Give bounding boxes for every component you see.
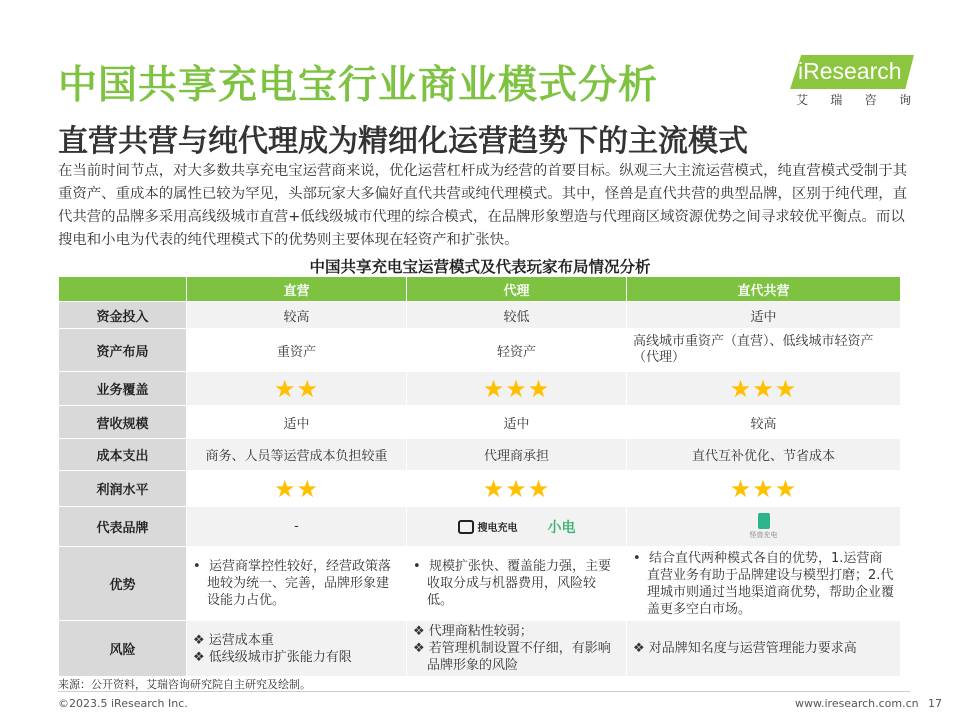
table-cell: 适中 (407, 406, 627, 439)
row-label: 营收规模 (59, 406, 187, 439)
table-row (59, 372, 901, 406)
advantage-item: • 运营商掌控性较好，经营政策落地较为统一、完善，品牌形象建设能力占优。 (193, 559, 391, 608)
risk-cell-direct (187, 621, 407, 677)
logo-cn-char: 咨 (864, 93, 877, 107)
row-label: 业务覆盖 (59, 372, 187, 406)
intro-paragraph: 在当前时间节点，对大多数共享充电宝运营商来说，优化运营杠杆成为经营的首要目标。纵观三大主流运营模式，纯直营模式受制于其重资产、重成本的属性已较为罕见，头部玩家大多偏好直代共营或纯代理模式。其中，怪兽是直代共营的典型品牌，区别于纯代理，直代共营的品牌多采用高线级城市直营+低线级城市代理的综合模式，在品牌形象塑造与代理商区域资源优势之间寻求较优平衡点。而以搜电和小电为代表的纯代理模式下的优势则主要体现在轻资产和扩张快。 (58, 163, 908, 248)
header-cell-direct: 直营 (187, 277, 407, 302)
risk-item: ❖ 运营成本重 (193, 632, 274, 648)
star-rating: ★★ (187, 372, 407, 406)
footer-divider (58, 691, 910, 692)
table-row (59, 439, 901, 471)
soudian-logo (458, 519, 518, 534)
header-cell-blank (59, 277, 187, 302)
risk-cell-mixed (627, 621, 901, 677)
advantage-cell-direct (187, 547, 407, 621)
table-title: 中国共享充电宝运营模式及代表玩家布局情况分析 (309, 258, 651, 276)
table-cell: 代理商承担 (407, 439, 627, 471)
table-cell: 轻资产 (407, 329, 627, 372)
header-cell-mixed: 直代共营 (627, 277, 901, 302)
advantage-cell-mixed (627, 547, 901, 621)
star-rating: ★★ (187, 471, 407, 507)
row-label: 风险 (59, 621, 187, 677)
risk-item: ❖ 对品牌知名度与运营管理能力要求高 (633, 641, 857, 656)
risk-item: ❖ 代理商粘性较弱； (413, 624, 533, 639)
table-row (59, 329, 901, 372)
advantage-item: • 结合直代两种模式各自的优势，1.运营商直营业务有助于品牌建设与模型打磨；2.代理城市则通过当地渠道商优势，帮助企业覆盖更多空白市场。 (633, 550, 895, 617)
row-label: 代表品牌 (59, 507, 187, 547)
iresearch-logo (790, 55, 914, 109)
table-row (59, 302, 901, 329)
logo-brand-text: iResearch (798, 58, 902, 84)
risk-item: ❖ 低线级城市扩张能力有限 (193, 649, 352, 665)
star-rating: ★★★ (627, 372, 901, 406)
table-cell: 商务、人员等运营成本负担较重 (187, 439, 407, 471)
table-cell: 直代互补优化、节省成本 (627, 439, 901, 471)
page-subtitle: 直营共营与纯代理成为精细化运营趋势下的主流模式 (58, 124, 748, 159)
logo-cn-text (796, 91, 911, 108)
source-note: 来源：公开资料，艾瑞咨询研究院自主研究及绘制。 (58, 678, 311, 691)
row-label: 资产布局 (59, 329, 187, 372)
page-title: 中国共享充电宝行业商业模式分析 (58, 63, 659, 108)
table-cell: - (187, 507, 407, 547)
footer-url[interactable]: www.iresearch.com.cn (795, 697, 919, 710)
brand-logo-row (413, 517, 620, 537)
table-row (59, 621, 901, 677)
table-cell: 较高 (187, 302, 407, 329)
logo-cn-char: 瑞 (830, 93, 843, 107)
table-row (59, 406, 901, 439)
table-row (59, 507, 901, 547)
table-header-row (59, 277, 901, 302)
row-label: 资金投入 (59, 302, 187, 329)
table-row (59, 471, 901, 507)
table-cell: 适中 (187, 406, 407, 439)
advantage-cell-agent (407, 547, 627, 621)
star-rating: ★★★ (407, 471, 627, 507)
table-cell: 适中 (627, 302, 901, 329)
soudian-name: 搜电充电 (477, 523, 518, 534)
row-label: 优势 (59, 547, 187, 621)
jiedian-logo (633, 513, 894, 540)
table-cell: 重资产 (187, 329, 407, 372)
header-cell-agent: 代理 (407, 277, 627, 302)
footer-copyright: ©2023.5 iResearch Inc. (58, 697, 188, 710)
xiaodian-logo: 小电 (547, 519, 576, 536)
star-rating: ★★★ (627, 471, 901, 507)
page-number: 17 (928, 697, 942, 710)
logo-cn-char: 询 (898, 93, 911, 107)
risk-item: ❖ 若管理机制设置不仔细，有影响品牌形象的风险 (413, 641, 611, 673)
logo-cn-char: 艾 (796, 93, 809, 107)
jiedian-icon (758, 513, 770, 529)
table-cell: 高线城市重资产（直营）、低线城市轻资产（代理） (627, 329, 901, 372)
jiedian-name: 怪兽充电 (749, 531, 778, 539)
table-row (59, 547, 901, 621)
advantage-item: • 规模扩张快、覆盖能力强，主要收取分成与机器费用，风险较低。 (413, 559, 611, 608)
soudian-icon (458, 520, 474, 534)
table-cell: 较高 (627, 406, 901, 439)
risk-cell-agent (407, 621, 627, 677)
star-rating: ★★★ (407, 372, 627, 406)
row-label: 利润水平 (59, 471, 187, 507)
table-cell: 较低 (407, 302, 627, 329)
row-label: 成本支出 (59, 439, 187, 471)
comparison-table (58, 276, 901, 677)
brand-logos-agent (407, 507, 627, 547)
brand-logos-mixed (627, 507, 901, 547)
